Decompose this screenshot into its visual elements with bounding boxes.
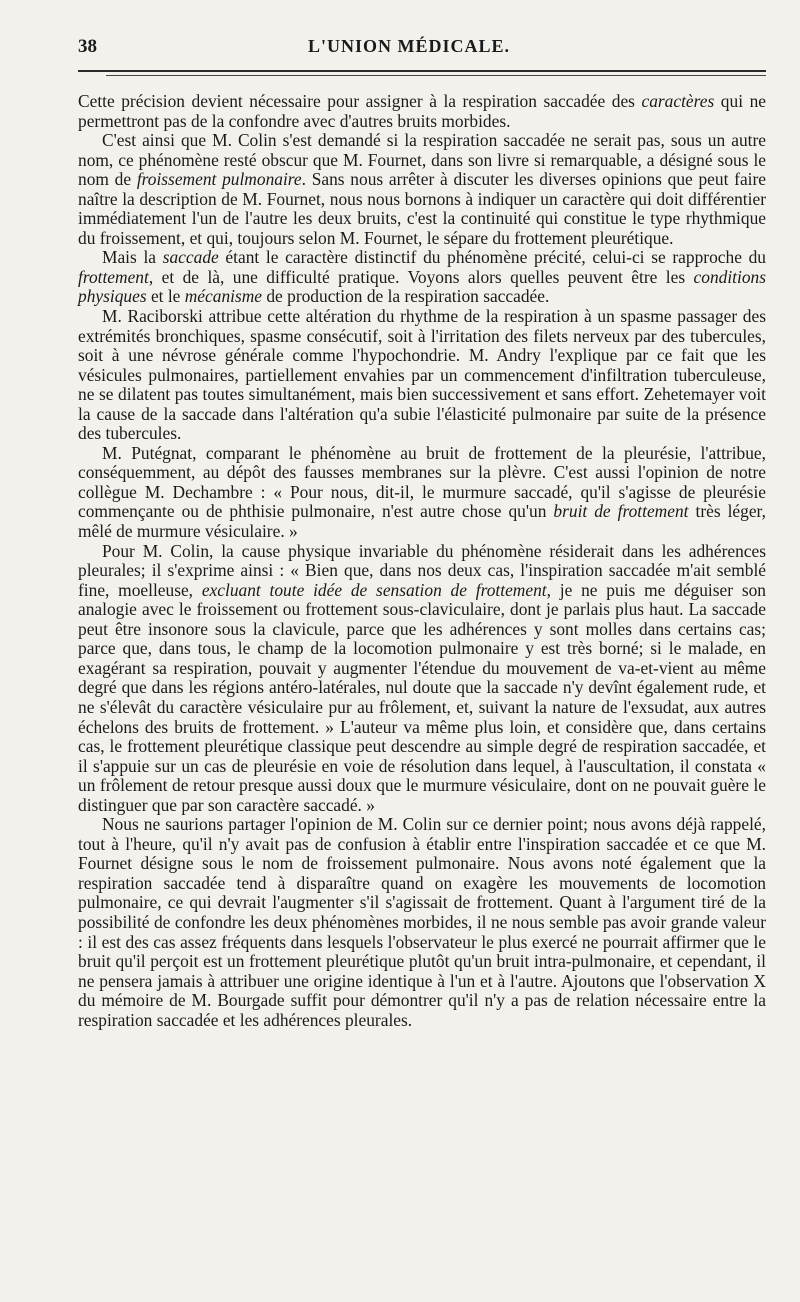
italic-text: excluant toute idée de sensation de frottement [201,579,547,600]
text-run: , je ne puis me déguiser son analogie avec le froissement ou frottement sous-claviculaire, dont je parlais plus haut. La saccade peut être insonore sous la clavicule, parce que les adhérences y sont molles dans certains cas; parce que, dans tous, le champ de la locomotion pulmonaire y est très borné; si le malade, en exagérant sa respiration, pouvait y augmenter l'étendue du mouvement de va-et-vient au même degré que dans les régions antéro-latérales, nul doute que la saccade n'y devînt également rude, et ne s'élevât du caractère vésiculaire pur au frôlement, et, suivant la nature de l'exsudat, aux autres échelons des bruits de frottement. » L'auteur va même plus loin, et considère que, dans certains cas, le frottement pleurétique classique peut descendre au simple degré de respiration saccadée, et il s'appuie sur un cas de pleurésie en voie de résolution dans lequel, à l'auscultation, il constata « un frôlement de retour presque aussi doux que le murmure vésiculaire, dont on ne pouvait guère le distinguer que par son caractère saccadé. » [78,579,766,815]
text-run: Mais la [102,247,163,268]
text-run: M. Raciborski attribue cette altération du rhythme de la respiration à un spasme passager des extrémités bronchiques, spasme consécutif, soit à l'irritation des filets nerveux par des tubercules, soit à une névrose générale comme l'hypochondrie. M. Andry l'explique par ce fait que les vésicules pulmonaires, partiellement envahies par un commencement d'infiltration tuberculeuse, ne se dilatent pas toutes simultanément, mais bien successivement et sans effort. Zehetemayer voit la cause de la saccade dans l'altération qu'a subie l'élasticité pulmonaire par suite de la présence des tubercules. [78,306,766,444]
text-run: . Sans nous arrêter à discuter les diverses opinions que peut faire naître la description de M. Fournet, nous nous bornons à indiquer un caractère qui doit différentier immédiatement l'un de l'autre les deux bruits, c'est la continuité qui constitue le type rhythmique du froissement, et qui, toujours selon M. Fournet, le sépare du frottement pleurétique. [78,169,767,248]
paragraph [78,92,766,131]
text-run: étant le caractère distinctif du phénomène précité, celui-ci se rapproche du [218,247,766,268]
text-run: Cette précision devient nécessaire pour assigner à la respiration saccadée des [78,91,642,111]
text-run: et le [146,286,185,307]
italic-text: saccade [162,247,219,268]
running-head: L'UNION MÉDICALE. [308,36,511,56]
page-header [78,36,766,72]
italic-text: conditions physiques [78,266,766,307]
text-run: , et de là, une difficulté pratique. Voyons alors quelles peuvent être les [148,266,694,287]
paragraph [78,815,766,1030]
text-run: Pour M. Colin, la cause physique invariable du phénomène résiderait dans les adhérences pleurales; il s'exprime ainsi : « Bien que, dans nos deux cas, l'inspiration saccadée m'ait semblé fine, moelleuse, [78,540,766,600]
italic-text: frottement [78,266,149,287]
italic-text: bruit de frottement [553,501,689,522]
text-run: Nous ne saurions partager l'opinion de M. Colin sur ce dernier point; nous avons déjà rappelé, tout à l'heure, qu'il n'y avait pas de confusion à établir entre l'inspiration saccadée et ce que M. Fournet désigne sous le nom de froissement pulmonaire. Nous avons noté également que la respiration saccadée tend à disparaître quand on exagère les mouvements de locomotion pulmonaire, ce qui devrait l'augmenter s'il s'agissait de frottement. Quant à l'argument tiré de la possibilité de confondre les deux phénomènes morbides, il ne nous semble pas avoir grande valeur : il est des cas assez fréquents dans lesquels l'observateur le plus exercé ne pourrait affirmer que le bruit qu'il perçoit est un frottement pleurétique plutôt qu'un bruit intra-pulmonaire, et cependant, il ne pensera jamais à attribuer une origine identique à l'un et à l'autre. Ajoutons que l'observation X du mémoire de M. Bourgade suffit pour démontrer qu'il n'y a pas de relation nécessaire entre la respiration saccadée et les adhérences pleurales. [78,814,766,1030]
paragraph [78,444,766,542]
text-run: C'est ainsi que M. Colin s'est demandé si la respiration saccadée ne serait pas, sous un autre nom, ce phénomène resté obscur que M. Fournet, dans son livre si remarquable, a désigné sous le nom de [78,130,766,190]
header-rule [106,75,766,76]
text-run: M. Putégnat, comparant le phénomène au bruit de frottement de la pleurésie, l'attribue, conséquemment, au dépôt des fausses membranes sur la plèvre. C'est aussi l'opinion de notre collègue M. Dechambre : « Pour nous, dit-il, le murmure saccadé, qu'il s'agisse de pleurésie commençante ou de phthisie pulmonaire, n'est autre chose qu'un [78,442,766,522]
text-run: de production de la respiration saccadée. [262,286,550,307]
page-number: 38 [78,36,97,57]
text-run: très léger, mêlé de murmure vésiculaire. » [78,501,766,542]
italic-text: caractères [641,91,715,111]
article-body [78,92,766,1030]
paragraph [78,307,766,444]
paragraph [78,542,766,816]
paragraph [78,131,766,248]
paragraph [78,248,766,307]
italic-text: froissement pulmonaire [136,169,302,190]
text-run: qui ne permettront pas de la confondre avec d'autres bruits morbides. [78,91,766,131]
italic-text: mécanisme [184,286,263,307]
